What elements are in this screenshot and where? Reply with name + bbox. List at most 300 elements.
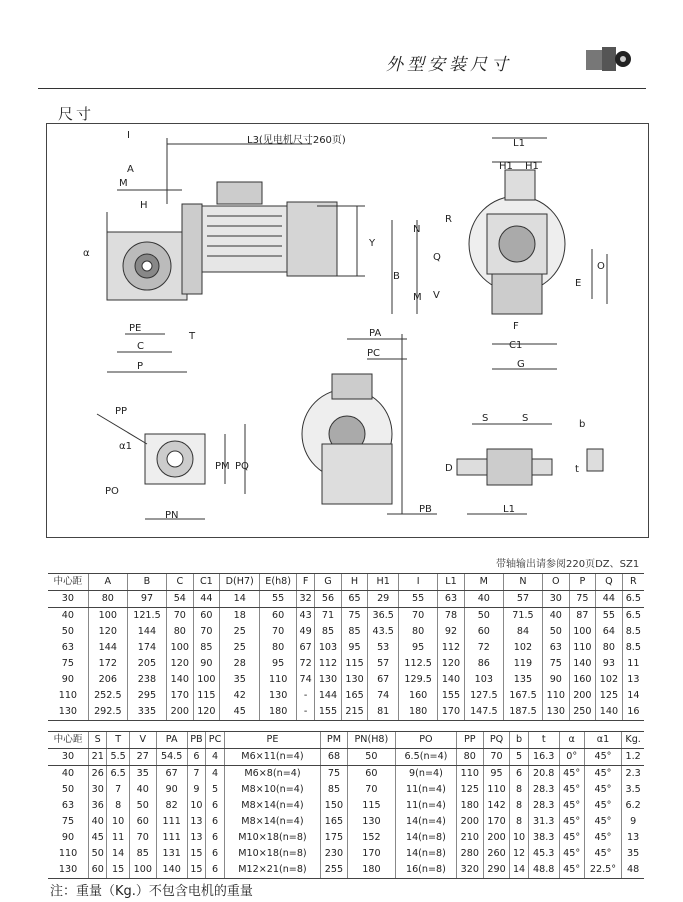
table-cell: 10 — [107, 814, 130, 830]
column-header: N — [503, 574, 542, 591]
table-cell: 9 — [187, 782, 206, 798]
table-cell: 130 — [543, 704, 570, 721]
table-cell: 100 — [88, 608, 127, 625]
table-cell: 31.3 — [528, 814, 559, 830]
table-cell: 131 — [156, 846, 187, 862]
table-cell: 320 — [456, 862, 483, 879]
table-cell: 250 — [569, 704, 596, 721]
table-cell: 15 — [187, 862, 206, 879]
table-cell: 230 — [321, 846, 348, 862]
table-cell: 144 — [88, 640, 127, 656]
column-header: H1 — [368, 574, 399, 591]
table-cell: 125 — [456, 782, 483, 798]
column-header: 中心距 — [48, 574, 88, 591]
table-cell: 67 — [368, 672, 399, 688]
table-cell: 130 — [341, 672, 368, 688]
table-cell: 142 — [483, 798, 510, 814]
table-cell: 112 — [315, 656, 342, 672]
table-cell: 70 — [129, 830, 156, 846]
table-cell: 7 — [187, 766, 206, 783]
table-cell: 14(n=8) — [395, 830, 456, 846]
table-cell: 155 — [315, 704, 342, 721]
table-row — [48, 766, 644, 783]
label-E: E — [575, 278, 582, 289]
table-cell: 60 — [193, 608, 220, 625]
table-cell: 45° — [584, 749, 622, 766]
table-cell: 6 — [206, 862, 225, 879]
table-cell: 45 — [220, 704, 260, 721]
table-cell: 140 — [167, 672, 194, 688]
table-cell: 121.5 — [127, 608, 166, 625]
table-row — [48, 846, 644, 862]
flange-side-view-drawing — [302, 334, 437, 514]
table-cell: 60 — [260, 608, 297, 625]
label-H: H — [140, 200, 148, 211]
column-header: L1 — [438, 574, 465, 591]
table-cell: 11(n=4) — [395, 782, 456, 798]
column-header: PQ — [483, 732, 510, 749]
table-cell: 8 — [510, 798, 528, 814]
dimension-table-1 — [48, 573, 644, 721]
table-cell: 147.5 — [464, 704, 503, 721]
table-cell: 110 — [58, 848, 78, 859]
table-cell: 335 — [127, 704, 166, 721]
table-cell: 103 — [315, 640, 342, 656]
table-cell: 290 — [483, 862, 510, 879]
table-cell: 135 — [503, 672, 542, 688]
table-cell: 42 — [220, 688, 260, 704]
table-cell: 2.3 — [622, 766, 644, 783]
table-cell: 71 — [315, 608, 342, 625]
table-cell: 115 — [341, 656, 368, 672]
table-cell: 16.3 — [528, 749, 559, 766]
table-cell: 70 — [193, 624, 220, 640]
section-title: 尺寸 — [58, 105, 95, 123]
label-H1-right: H1 — [525, 161, 539, 172]
table-cell: 70 — [260, 624, 297, 640]
table-cell: 50 — [129, 798, 156, 814]
table-cell: 90 — [193, 656, 220, 672]
table-cell: 75 — [321, 766, 348, 783]
table-cell: 78 — [438, 608, 465, 625]
technical-drawing — [46, 123, 649, 538]
column-header: PO — [395, 732, 456, 749]
table-cell: 84 — [503, 624, 542, 640]
table-cell: 130 — [48, 862, 89, 879]
table-cell: 75 — [61, 816, 75, 827]
label-O: O — [597, 261, 605, 272]
table-cell: 14(n=4) — [395, 814, 456, 830]
table-cell: 63 — [61, 642, 74, 653]
label-D: D — [445, 463, 453, 474]
table-cell: 152 — [347, 830, 395, 846]
table-cell: M6×8(n=4) — [224, 766, 320, 783]
label-B: B — [393, 271, 400, 282]
table-cell: 74 — [297, 672, 315, 688]
table-cell: 72 — [297, 656, 315, 672]
table-cell: 238 — [127, 672, 166, 688]
table-cell: 11 — [622, 656, 644, 672]
table-cell: 50 — [347, 749, 395, 766]
table-cell: 165 — [341, 688, 368, 704]
table-row — [48, 672, 644, 688]
table-cell: 260 — [483, 846, 510, 862]
column-header: I — [399, 574, 438, 591]
table-cell: 110 — [456, 766, 483, 783]
label-I: I — [127, 130, 130, 141]
label-H1-left: H1 — [499, 161, 513, 172]
table-cell: 80 — [167, 624, 194, 640]
table-cell: 110 — [483, 782, 510, 798]
table-cell: 82 — [156, 798, 187, 814]
table-cell: 44 — [596, 591, 623, 608]
gearbox-logo-icon — [584, 44, 632, 74]
table-cell: 70 — [399, 608, 438, 625]
label-PQ: PQ — [235, 461, 249, 472]
column-header: PC — [206, 732, 225, 749]
table-cell: 60 — [464, 624, 503, 640]
column-header: PA — [156, 732, 187, 749]
table-cell: 110 — [543, 688, 570, 704]
table-cell: 45° — [559, 798, 584, 814]
label-C: C — [137, 341, 144, 352]
table-cell: 20.8 — [528, 766, 559, 783]
table-cell: 4 — [206, 749, 225, 766]
table-cell: 167.5 — [503, 688, 542, 704]
table-cell: 8 — [510, 814, 528, 830]
table-cell: 93 — [596, 656, 623, 672]
column-header: Kg. — [622, 732, 644, 749]
hollow-shaft-note: 带轴输出请参阅220页DZ、SZ1 — [496, 559, 640, 570]
table-cell: 160 — [569, 672, 596, 688]
table-cell: 22.5° — [584, 862, 622, 879]
table-row — [48, 591, 644, 608]
table-cell: 111 — [156, 830, 187, 846]
table-cell: 14 — [107, 846, 130, 862]
table-cell: 49 — [297, 624, 315, 640]
label-PB: PB — [419, 504, 432, 515]
table-cell: 75 — [569, 591, 596, 608]
table-cell: 140 — [569, 656, 596, 672]
table-cell: 100 — [167, 640, 194, 656]
table-cell: 18 — [220, 608, 260, 625]
table-cell: 144 — [127, 624, 166, 640]
column-header: E(h8) — [260, 574, 297, 591]
table-row — [48, 814, 644, 830]
table-cell: 70 — [483, 749, 510, 766]
table-cell: 127.5 — [464, 688, 503, 704]
table-cell: 140 — [156, 862, 187, 879]
table-cell: 8.5 — [622, 624, 644, 640]
table-cell: 6.2 — [622, 798, 644, 814]
table-cell: 45° — [584, 814, 622, 830]
label-PM: PM — [215, 461, 230, 472]
table-cell: 25 — [220, 624, 260, 640]
table-cell: 100 — [129, 862, 156, 879]
table-cell: 80 — [596, 640, 623, 656]
table-cell: 38.3 — [528, 830, 559, 846]
table-cell: 55 — [399, 591, 438, 608]
table-cell: 3.5 — [622, 782, 644, 798]
column-header: t — [528, 732, 559, 749]
table-cell: 102 — [503, 640, 542, 656]
table-cell: 67 — [297, 640, 315, 656]
table-cell: 6 — [187, 749, 206, 766]
table-cell: 130 — [347, 814, 395, 830]
header-divider — [38, 88, 646, 89]
table-cell: 50 — [464, 608, 503, 625]
table-cell: 140 — [438, 672, 465, 688]
table-cell: 40 — [129, 782, 156, 798]
table-cell: 14(n=8) — [395, 846, 456, 862]
column-header: H — [341, 574, 368, 591]
table-cell: 8 — [107, 798, 130, 814]
table-cell: 16(n=8) — [395, 862, 456, 879]
table-cell: 85 — [341, 624, 368, 640]
table-cell: 8.5 — [622, 640, 644, 656]
table-cell: 155 — [438, 688, 465, 704]
table-cell: 25 — [220, 640, 260, 656]
column-header: 中心距 — [48, 732, 89, 749]
column-header: PP — [456, 732, 483, 749]
table-cell: 12 — [510, 846, 528, 862]
table-cell: 55 — [260, 591, 297, 608]
table-cell: 165 — [321, 814, 348, 830]
table-cell: 120 — [193, 704, 220, 721]
table-cell: 45° — [584, 798, 622, 814]
label-L1-shaft: L1 — [503, 504, 515, 515]
table-cell: 70 — [167, 608, 194, 625]
table-row — [48, 640, 644, 656]
table-cell: 110 — [260, 672, 297, 688]
table-cell: 252.5 — [88, 688, 127, 704]
table-cell: 115 — [193, 688, 220, 704]
table-cell: 45° — [559, 862, 584, 879]
side-view-drawing — [107, 138, 365, 372]
table-cell: 6.5 — [622, 608, 644, 625]
column-header: V — [129, 732, 156, 749]
table-cell: 43 — [297, 608, 315, 625]
table-cell: 75 — [543, 656, 570, 672]
table-cell: 45° — [559, 830, 584, 846]
label-L1: L1 — [513, 138, 525, 149]
table-row — [48, 749, 644, 766]
table-cell: 170 — [167, 688, 194, 704]
table-cell: 65 — [341, 591, 368, 608]
column-header: PB — [187, 732, 206, 749]
table-cell: 11(n=4) — [395, 798, 456, 814]
table-cell: 9(n=4) — [395, 766, 456, 783]
table-cell: 255 — [321, 862, 348, 879]
table-cell: 14 — [510, 862, 528, 879]
table-cell: 63 — [61, 800, 75, 811]
table-cell: 110 — [58, 690, 78, 701]
table-cell: 54.5 — [156, 749, 187, 766]
table-cell: M10×18(n=8) — [224, 846, 320, 862]
table-cell: 1.2 — [622, 749, 644, 766]
table-cell: 55 — [596, 608, 623, 625]
table-cell: 170 — [347, 846, 395, 862]
table-cell: 130 — [48, 704, 88, 721]
table-cell: M8×14(n=4) — [224, 798, 320, 814]
table-cell: M8×14(n=4) — [224, 814, 320, 830]
weight-footnote: 注：重量（Kg.）不包含电机的重量 — [50, 884, 253, 899]
table-cell: 200 — [483, 830, 510, 846]
table-cell: 5.5 — [107, 749, 130, 766]
column-header: α — [559, 732, 584, 749]
table-cell: 44 — [193, 591, 220, 608]
table-cell: 13 — [622, 672, 644, 688]
column-header: M — [464, 574, 503, 591]
table-cell: 90 — [61, 674, 74, 685]
table-cell: 30 — [89, 782, 107, 798]
table-cell: 87 — [569, 608, 596, 625]
table-cell: 53 — [368, 640, 399, 656]
column-header: R — [622, 574, 644, 591]
table-cell: 187.5 — [503, 704, 542, 721]
table-cell: 215 — [341, 704, 368, 721]
table-cell: 170 — [438, 704, 465, 721]
table-cell: 16 — [622, 704, 644, 721]
table-cell: 130 — [260, 688, 297, 704]
table-cell: 48 — [622, 862, 644, 879]
table-cell: 200 — [569, 688, 596, 704]
table-cell: - — [297, 704, 315, 721]
column-header: O — [543, 574, 570, 591]
label-a1: α1 — [119, 441, 132, 452]
shaft-drawing — [457, 424, 603, 514]
table-row — [48, 656, 644, 672]
table-cell: 45° — [559, 766, 584, 783]
table-cell: 45° — [584, 782, 622, 798]
table-cell: 75 — [61, 658, 74, 669]
table-cell: 45° — [584, 766, 622, 783]
table-cell: 174 — [127, 640, 166, 656]
table-cell: 28.3 — [528, 798, 559, 814]
table-cell: 21 — [89, 749, 107, 766]
table-cell: 36 — [89, 798, 107, 814]
table-cell: 81 — [368, 704, 399, 721]
table-cell: 40 — [464, 591, 503, 608]
table-cell: 95 — [341, 640, 368, 656]
table-row — [48, 798, 644, 814]
label-M-front: M — [413, 292, 422, 303]
table-cell: 170 — [483, 814, 510, 830]
table-row — [48, 782, 644, 798]
table-cell: 200 — [167, 704, 194, 721]
table-cell: 129.5 — [399, 672, 438, 688]
table-cell: - — [297, 688, 315, 704]
table-cell: M8×10(n=4) — [224, 782, 320, 798]
table-cell: 15 — [187, 846, 206, 862]
table-cell: 144 — [315, 688, 342, 704]
table-cell: 14 — [220, 591, 260, 608]
label-Y: Y — [369, 238, 376, 249]
column-header: PM — [321, 732, 348, 749]
table-cell: 45° — [559, 782, 584, 798]
table-row — [48, 862, 644, 879]
table-cell: 97 — [127, 591, 166, 608]
label-alpha: α — [83, 248, 90, 259]
table-cell: 180 — [456, 798, 483, 814]
table-cell: 85 — [315, 624, 342, 640]
table-cell: 54 — [167, 591, 194, 608]
table-cell: 206 — [88, 672, 127, 688]
table-cell: 45.3 — [528, 846, 559, 862]
table-cell: 45 — [89, 830, 107, 846]
column-header: B — [127, 574, 166, 591]
table-cell: 30 — [48, 749, 89, 766]
table-cell: 6.5(n=4) — [395, 749, 456, 766]
label-S-right: S — [522, 413, 529, 424]
column-header: P — [569, 574, 596, 591]
table-cell: 92 — [438, 624, 465, 640]
table-cell: 30 — [48, 591, 88, 608]
table-cell: 112.5 — [399, 656, 438, 672]
table-cell: 67 — [156, 766, 187, 783]
table-cell: 45° — [584, 830, 622, 846]
table-cell: 14 — [622, 688, 644, 704]
table-cell: 60 — [129, 814, 156, 830]
table-row — [48, 608, 644, 625]
table-cell: 6 — [206, 846, 225, 862]
table-cell: 13 — [622, 830, 644, 846]
table-cell: 110 — [569, 640, 596, 656]
table-cell: 63 — [438, 591, 465, 608]
table-cell: 10 — [510, 830, 528, 846]
table-cell: 36.5 — [368, 608, 399, 625]
table-cell: 5 — [510, 749, 528, 766]
label-G: G — [517, 359, 525, 370]
table-cell: 119 — [503, 656, 542, 672]
table-cell: 95 — [399, 640, 438, 656]
column-header: C1 — [193, 574, 220, 591]
table-cell: 180 — [260, 704, 297, 721]
label-S-left: S — [482, 413, 489, 424]
table-cell: 11 — [107, 830, 130, 846]
table-cell: 180 — [347, 862, 395, 879]
table-cell: 70 — [347, 782, 395, 798]
table-cell: 40 — [89, 814, 107, 830]
label-t: t — [575, 464, 579, 475]
table-cell: 28.3 — [528, 782, 559, 798]
table-cell: 60 — [89, 862, 107, 879]
table-cell: 50 — [89, 846, 107, 862]
label-b: b — [579, 419, 586, 430]
label-PP: PP — [115, 406, 128, 417]
table-cell: 57 — [368, 656, 399, 672]
table-cell: 80 — [456, 749, 483, 766]
column-header: D(H7) — [220, 574, 260, 591]
label-PC: PC — [367, 348, 381, 359]
table-cell: 45° — [584, 846, 622, 862]
table-cell: 50 — [543, 624, 570, 640]
label-A: A — [127, 164, 134, 175]
column-header: T — [107, 732, 130, 749]
label-P: P — [137, 361, 144, 372]
table-row — [48, 624, 644, 640]
dimension-table-2 — [48, 731, 644, 879]
table-cell: 50 — [61, 784, 75, 795]
table-cell: 140 — [596, 704, 623, 721]
label-PO: PO — [105, 486, 119, 497]
table-cell: 6 — [206, 830, 225, 846]
table-cell: 125 — [596, 688, 623, 704]
table-cell: 292.5 — [88, 704, 127, 721]
label-V: V — [433, 290, 440, 301]
table-cell: 29 — [368, 591, 399, 608]
column-header: F — [297, 574, 315, 591]
